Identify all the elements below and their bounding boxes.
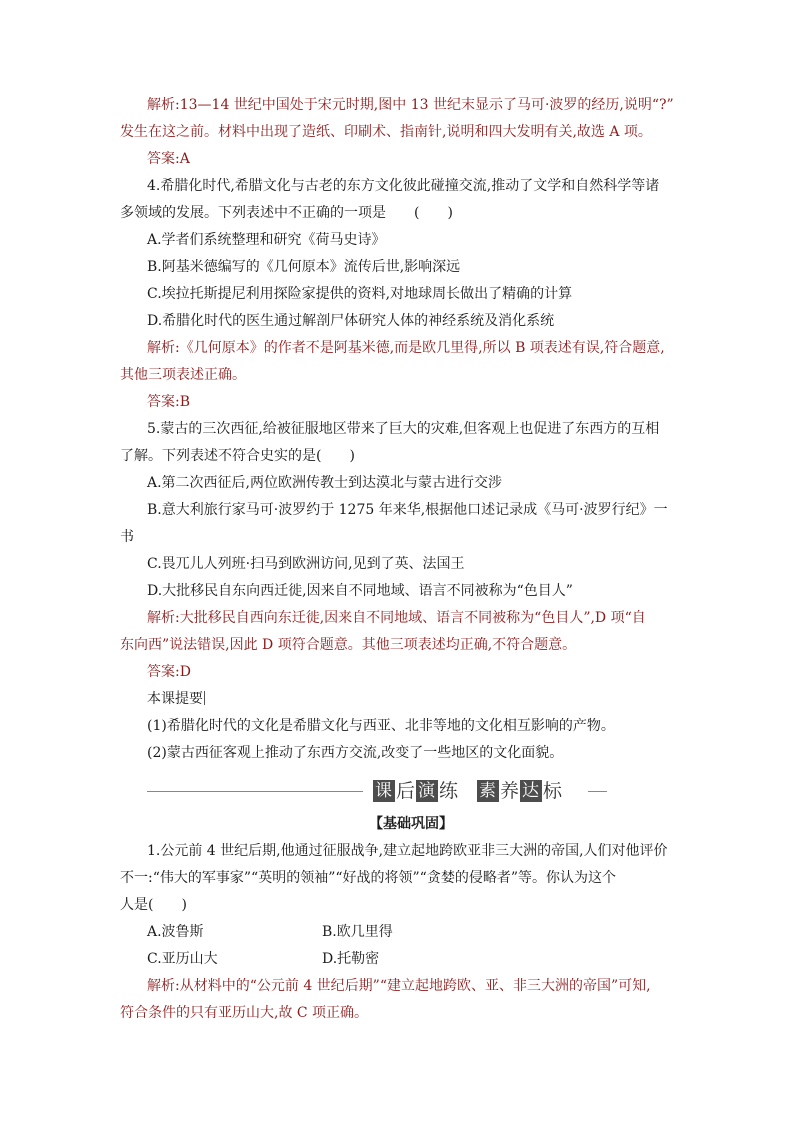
section-divider-rule-right xyxy=(588,791,607,792)
b1-option-d: D.托勒密 xyxy=(322,951,380,967)
q4-stem-line1: 4.希腊化时代,希腊文化与古老的东方文化彼此碰撞交流,推动了文学和自然科学等诸 xyxy=(147,178,660,194)
q5-option-b-line2: 书 xyxy=(120,529,134,545)
b1-option-b: B.欧几里得 xyxy=(322,924,393,940)
b1-option-a: A.波鲁斯 xyxy=(147,924,204,940)
banner-char: 标 xyxy=(543,780,564,802)
q5-stem-line1: 5.蒙古的三次西征,给被征服地区带来了巨大的灾难,但客观上也促进了东西方的互相 xyxy=(147,421,660,437)
b1-analysis-line1: 解析:从材料中的“公元前 4 世纪后期”“建立起地跨欧、亚、非三大洲的帝国”可知, xyxy=(147,978,651,994)
q5-option-b-line1: B.意大利旅行家马可·波罗约于 1275 年来华,根据他口述记录成《马可·波罗行纪》一 xyxy=(147,502,668,518)
b1-stem-line1: 1.公元前 4 世纪后期,他通过征服战争,建立起地跨欧亚非三大洲的帝国,人们对他评价 xyxy=(147,843,668,859)
q3-answer: 答案:A xyxy=(147,151,190,167)
q5-analysis-line2: 东向西”说法错误,因此 D 项符合题意。其他三项表述均正确,不符合题意。 xyxy=(120,637,577,653)
banner-box-char: 演 xyxy=(418,781,437,801)
q5-analysis-line1: 解析:大批移民自西向东迁徙,因来自不同地域、语言不同被称为“色目人”,D 项“自 xyxy=(147,610,646,626)
b1-option-c: C.亚历山大 xyxy=(147,951,218,967)
lesson-summary-item-1: (1)希腊化时代的文化是希腊文化与西亚、北非等地的文化相互影响的产物。 xyxy=(147,718,615,734)
q5-option-c: C.畏兀儿人列班·扫马到欧洲访问,见到了英、法国王 xyxy=(147,556,465,572)
q4-option-b: B.阿基米德编写的《几何原本》流传后世,影响深远 xyxy=(147,259,461,275)
q4-analysis-line1: 解析:《几何原本》的作者不是阿基米德,而是欧几里得,所以 B 项表述有误,符合题意, xyxy=(147,340,665,356)
banner-char: 练 xyxy=(439,780,460,802)
q4-option-a: A.学者们系统整理和研究《荷马史诗》 xyxy=(147,232,386,248)
q4-analysis-line2: 其他三项表述正确。 xyxy=(120,367,246,383)
banner-box-char: 素 xyxy=(479,781,498,801)
q4-option-d: D.希腊化时代的医生通过解剖尸体研究人体的神经系统及消化系统 xyxy=(147,313,555,329)
b1-analysis-line2: 符合条件的只有亚历山大,故 C 项正确。 xyxy=(120,1005,369,1021)
banner-box-char: 达 xyxy=(522,781,541,801)
lesson-summary-title-text: 本课提要 xyxy=(147,691,203,707)
q4-stem-line2: 多领域的发展。下列表述中不正确的一项是 ( ) xyxy=(120,205,453,221)
text-cursor-mark xyxy=(204,691,205,705)
lesson-summary-item-2: (2)蒙古西征客观上推动了东西方交流,改变了一些地区的文化面貌。 xyxy=(147,745,564,761)
banner-char: 养 xyxy=(500,780,521,802)
q5-option-a: A.第二次西征后,两位欧洲传教士到达漠北与蒙古进行交涉 xyxy=(147,475,503,491)
q4-answer: 答案:B xyxy=(147,394,191,410)
lesson-summary-title xyxy=(147,689,205,709)
q5-answer: 答案:D xyxy=(147,664,191,680)
banner-box-char: 课 xyxy=(375,781,393,801)
b1-stem-line3: 人是( ) xyxy=(120,897,187,913)
q3-analysis-line1: 解析:13—14 世纪中国处于宋元时期,图中 13 世纪末显示了马可·波罗的经历,说明“?” xyxy=(147,97,674,113)
section-banner xyxy=(373,778,563,804)
q4-option-c: C.埃拉托斯提尼利用探险家提供的资料,对地球周长做出了精确的计算 xyxy=(147,286,573,302)
q5-stem-line2: 了解。下列表述不符合史实的是( ) xyxy=(120,448,355,464)
q3-analysis-line2: 发生在这之前。材料中出现了造纸、印刷术、指南针,说明和四大发明有关,故选 A 项。 xyxy=(120,124,652,140)
banner-char: 后 xyxy=(396,780,417,802)
section-heading: 【基础巩固】 xyxy=(369,816,453,832)
section-divider-rule-left xyxy=(147,791,363,792)
q5-option-d: D.大批移民自东向西迁徙,因来自不同地域、语言不同被称为“色目人” xyxy=(147,583,573,599)
b1-stem-line2: 不一:“伟大的军事家”“英明的领袖”“好战的将领”“贪婪的侵略者”等。你认为这个 xyxy=(120,870,616,886)
